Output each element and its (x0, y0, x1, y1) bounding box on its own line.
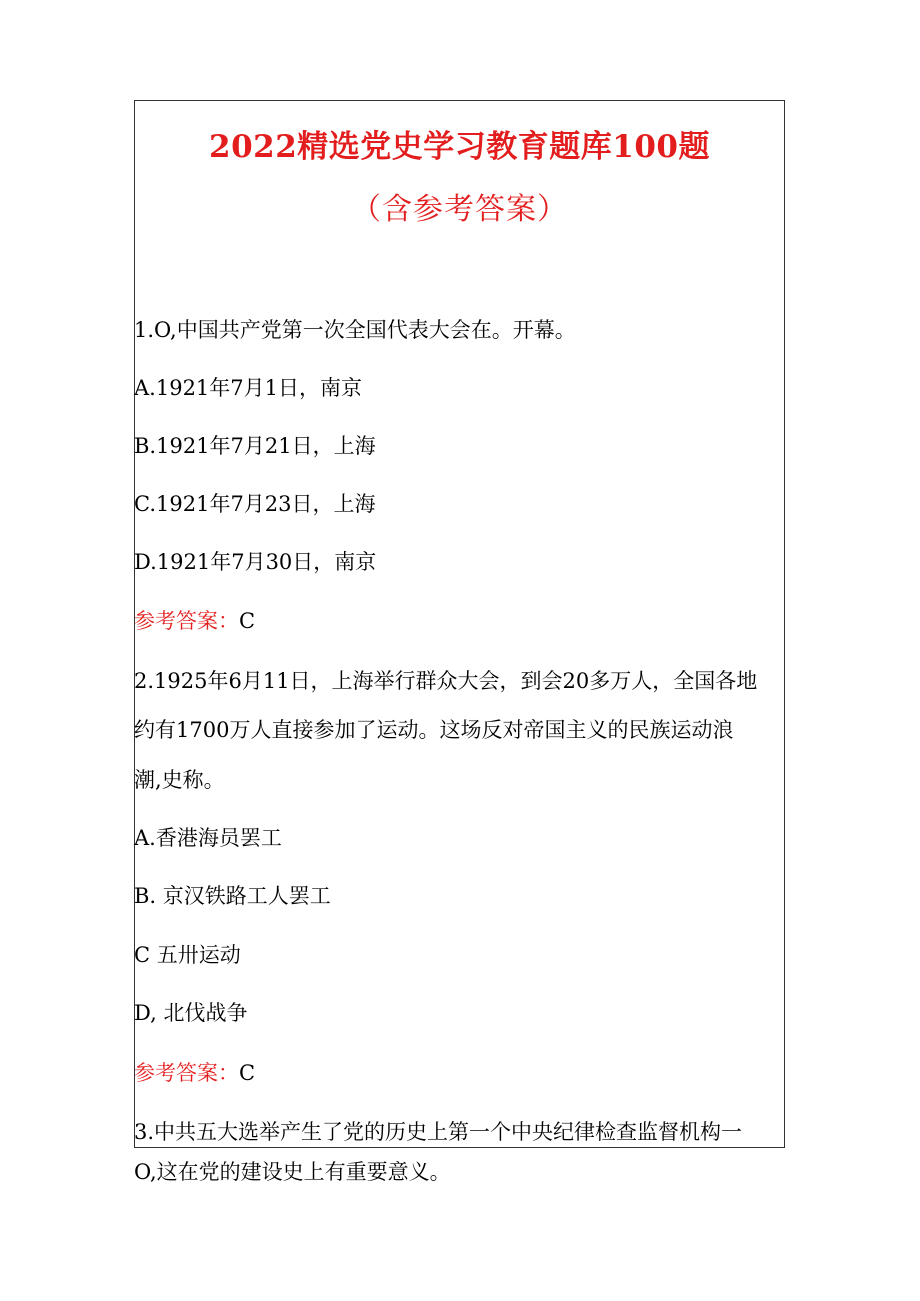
answer-label: 参考答案： (134, 609, 239, 633)
question-1-option-a: A.1921年7月1日，南京 (134, 376, 363, 400)
document-subtitle: （含参考答案） (351, 192, 568, 227)
question-2-stem-line-2: 约有1700万人直接参加了运动。这场反对帝国主义的民族运动浪 (134, 718, 734, 742)
question-2-stem-line-3: 潮,史称。 (134, 768, 225, 792)
document-title: 2022精选党史学习教育题库100题 (209, 129, 710, 165)
question-2-answer (134, 1059, 255, 1087)
answer-label: 参考答案： (134, 1061, 239, 1085)
question-3-stem-line-1: 3.中共五大选举产生了党的历史上第一个中央纪律检查监督机构一 (134, 1120, 743, 1144)
question-2-option-c: C 五卅运动 (134, 943, 241, 967)
question-2-option-d: D, 北伐战争 (134, 1001, 248, 1025)
question-2-option-a: A.香港海员罢工 (134, 826, 282, 850)
answer-letter: C (239, 1061, 256, 1085)
question-3-stem-line-2: O,这在党的建设史上有重要意义。 (134, 1160, 451, 1184)
question-2-option-b: B. 京汉铁路工人罢工 (134, 884, 331, 908)
question-1-stem: 1.O,中国共产党第一次全国代表大会在。开幕。 (134, 318, 576, 342)
question-2-stem-line-1: 2.1925年6月11日，上海举行群众大会，到会20多万人，全国各地 (134, 669, 758, 693)
question-1-answer (134, 607, 255, 635)
answer-letter: C (239, 609, 256, 633)
question-1-option-d: D.1921年7月30日，南京 (134, 550, 377, 574)
question-1-option-b: B.1921年7月21日，上海 (134, 434, 376, 458)
question-1-option-c: C.1921年7月23日，上海 (134, 492, 376, 516)
